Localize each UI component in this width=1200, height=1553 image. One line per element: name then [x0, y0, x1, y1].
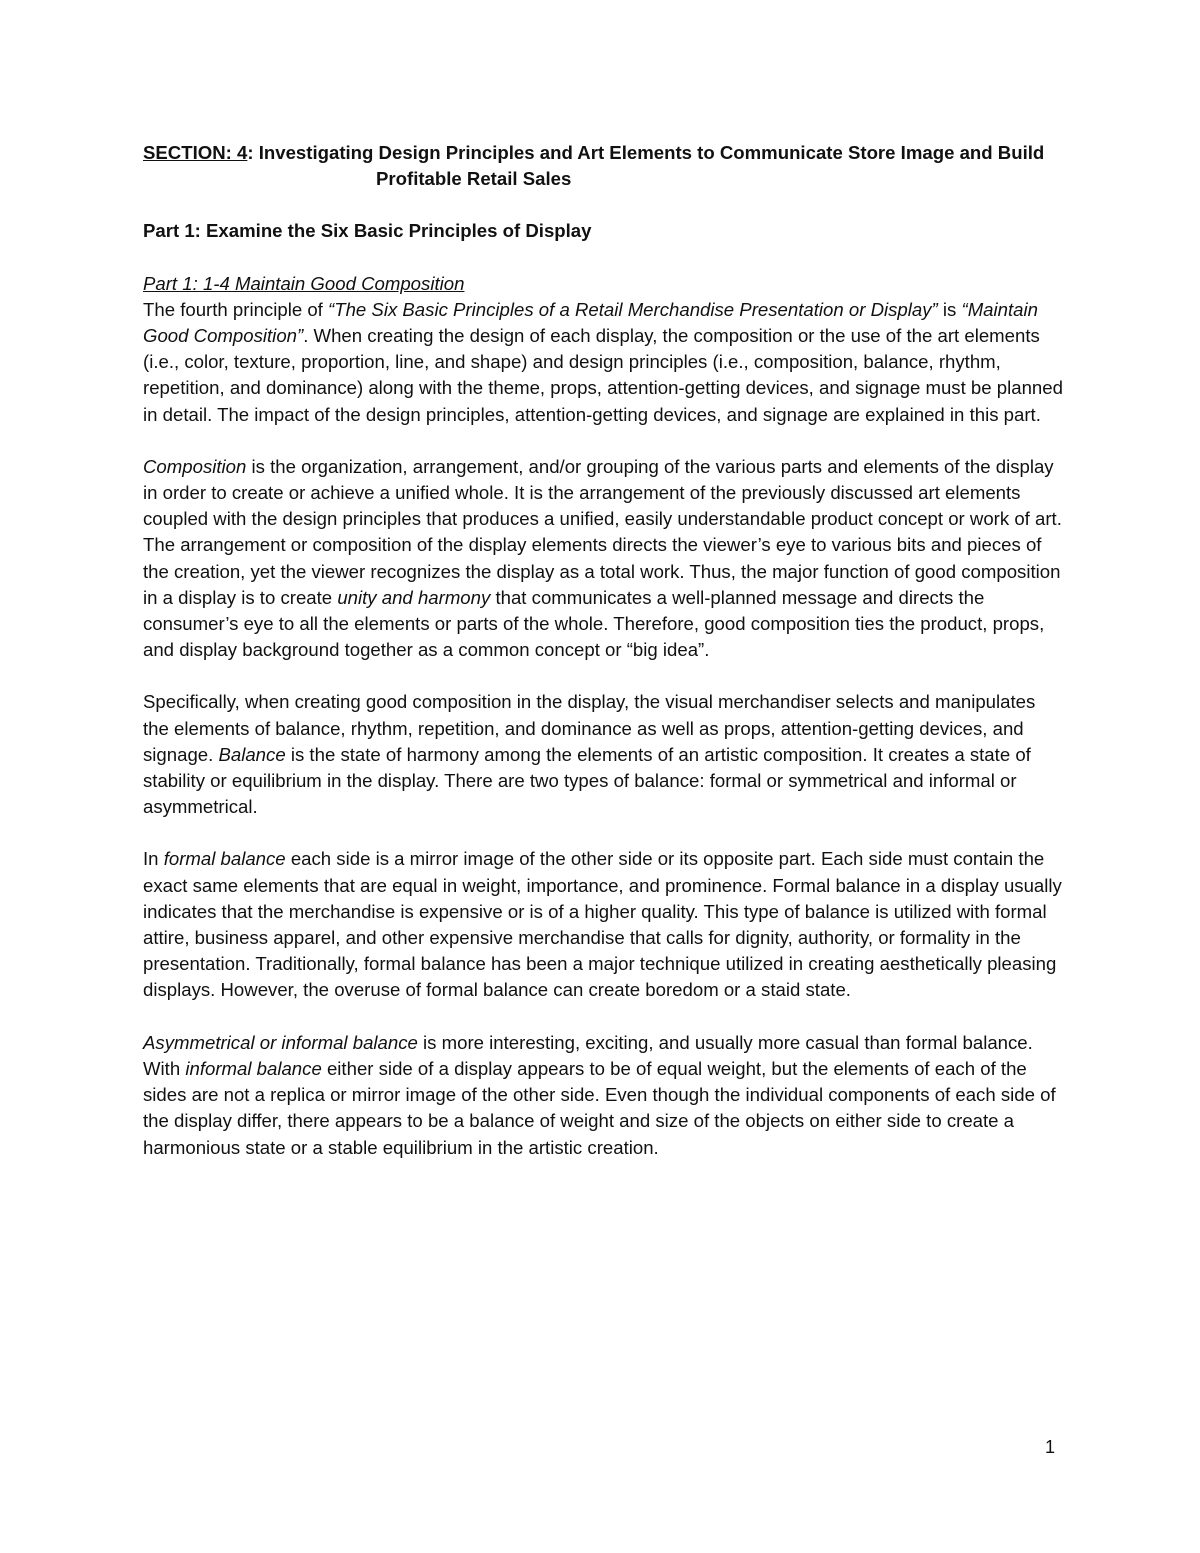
part-title: Part 1: Examine the Six Basic Principles of Display — [143, 220, 592, 242]
paragraph-intro — [143, 297, 1063, 428]
para5-text-2: either side of a display appears to be of equal weight, but the elements of each of the sides are not a replica or mirror image of the other side. Even though the individual components of each side of the display differ, there appears to be a balance of weight and size of the objects on either side to create a harmonious state or a stable equilibrium in the artistic creation. — [143, 1057, 1056, 1158]
para5-text-1: is more interesting, exciting, and usually more casual than formal balance. With — [143, 1031, 1033, 1079]
para3-text-2: is the state of harmony among the elements of an artistic composition. It creates a state of stability or equilibrium in the display. There are two types of balance: formal or symmetrical and informal or asymmetrical. — [143, 743, 1031, 818]
para4-text-2: each side is a mirror image of the other side or its opposite part. Each side must contain the exact same elements that are equal in weight, importance, and prominence. Formal balance in a display usually indicates that the merchandise is expensive or is of a higher quality. This type of balance is utilized with formal attire, business apparel, and other expensive merchandise that calls for dignity, authority, or formality in the presentation. Traditionally, formal balance has been a major technique utilized in creating aesthetically pleasing displays. However, the overuse of formal balance can create boredom or a staid state. — [143, 848, 1062, 1001]
para4-text-1: In — [143, 848, 164, 870]
para1-italic-1: “The Six Basic Principles of a Retail Merchandise Presentation or Display” — [328, 298, 938, 320]
paragraph-balance — [143, 689, 1063, 820]
para1-text-2: is — [937, 298, 962, 320]
para2-text-1: is the organization, arrangement, and/or grouping of the various parts and elements of the display in order to create or achieve a unified whole. It is the arrangement of the previously discussed art elements coupled with the design principles that produces a unified, easily understandable product concept or work of art. The arrangement or composition of the display elements directs the viewer’s eye to various bits and pieces of the creation, yet the viewer recognizes the display as a total work. Thus, the major function of good composition in a display is to create — [143, 455, 1062, 608]
para1-italic-2: “Maintain Good Composition” — [143, 298, 1038, 347]
para3-italic-1: Balance — [218, 743, 286, 765]
para3-text-1: Specifically, when creating good composition in the display, the visual merchandiser selects and manipulates the elements of balance, rhythm, repetition, and dominance as well as props, attention-getting devices, and signage. — [143, 691, 1036, 765]
para1-text-1: The fourth principle of — [143, 298, 329, 320]
paragraph-composition — [143, 454, 1063, 664]
section-title-line2: Profitable Retail Sales — [376, 168, 572, 190]
para2-italic-1: Composition — [143, 455, 247, 477]
section-label: SECTION: 4 — [143, 142, 248, 163]
para5-italic-2: informal balance — [185, 1057, 322, 1079]
para5-italic-1: Asymmetrical or informal balance — [143, 1031, 418, 1053]
section-title-line1: : Investigating Design Principles and Art Elements to Communicate Store Image and Build — [247, 142, 1045, 163]
section-heading — [143, 140, 1063, 166]
para4-italic-1: formal balance — [163, 848, 286, 870]
page-number: 1 — [1045, 1437, 1056, 1457]
subsection-heading: Part 1: 1-4 Maintain Good Composition — [143, 272, 465, 294]
page-content — [143, 140, 1063, 1161]
paragraph-formal-balance — [143, 846, 1063, 1003]
para2-text-2: that communicates a well-planned message and directs the consumer’s eye to all the elements or parts of the whole. Therefore, good composition ties the product, props, and display background together as a common concept or “big idea”. — [143, 586, 1045, 661]
paragraph-informal-balance — [143, 1030, 1063, 1161]
para2-italic-2: unity and harmony — [337, 586, 491, 608]
para1-text-3: . When creating the design of each display, the composition or the use of the art elements (i.e., color, texture, proportion, line, and shape) and design principles (i.e., composition, balance, rhythm, repetition, and dominance) along with the theme, props, attention-getting devices, and signage must be planned in detail. The impact of the design principles, attention-getting devices, and signage are explained in this part. — [143, 325, 1063, 425]
